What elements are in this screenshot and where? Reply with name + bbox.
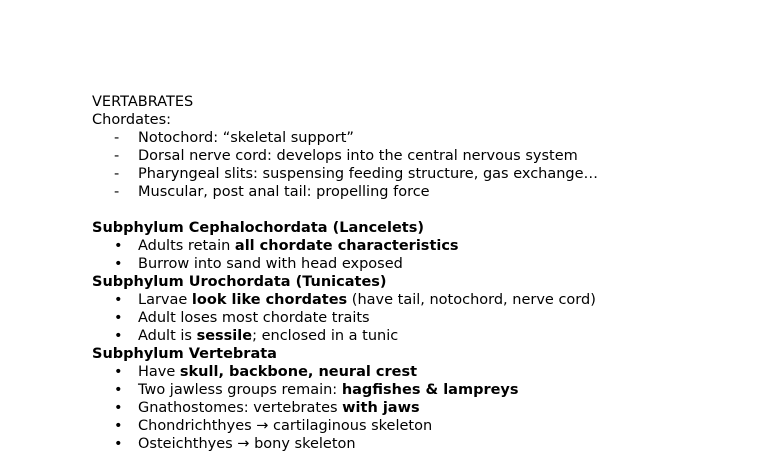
list-item [92,255,772,273]
list-item [92,417,772,435]
document-title: VERTABRATES [92,94,194,110]
list-item [92,129,772,147]
list-item-text: Pharyngeal slits: suspensing feeding structure, gas exchange… [138,166,599,182]
chordates-list [92,129,772,201]
bullet-marker: • [114,238,123,254]
cephalochordata-list [92,237,772,273]
list-item-text: (have tail, notochord, nerve cord) [347,292,596,308]
list-item [92,435,772,453]
urochordata-list [92,291,772,345]
bullet-marker: • [114,418,123,434]
list-item [92,399,772,417]
list-item-text: Adult is [138,328,197,344]
dash-marker: - [114,166,120,182]
list-item [92,237,772,255]
list-item [92,147,772,165]
list-item [92,327,772,345]
list-item [92,291,772,309]
list-item-text: Burrow into sand with head exposed [138,256,403,272]
list-item-text: Two jawless groups remain: [138,382,342,398]
bullet-marker: • [114,400,123,416]
bullet-marker: • [114,292,123,308]
list-item-text: Larvae [138,292,192,308]
list-item-text: Adult loses most chordate traits [138,310,370,326]
list-item-text: Chondrichthyes → cartilaginous skeleton [138,418,433,434]
bullet-marker: • [114,256,123,272]
list-item-text: Osteichthyes → bony skeleton [138,436,356,452]
list-item-emphasis: all chordate characteristics [234,238,459,254]
dash-marker: - [114,148,120,164]
document-body [92,93,772,453]
list-item-text: Have [138,364,180,380]
list-item-text: Dorsal nerve cord: develops into the central nervous system [138,148,578,164]
list-item [92,165,772,183]
bullet-marker: • [114,382,123,398]
vertebrata-list [92,363,772,453]
bullet-marker: • [114,328,123,344]
cephalochordata-heading: Subphylum Cephalochordata (Lancelets) [92,220,424,236]
bullet-marker: • [114,364,123,380]
list-item-emphasis: look like chordates [191,292,348,308]
list-item-emphasis: skull, backbone, neural crest [179,364,418,380]
bullet-marker: • [114,310,123,326]
list-item-text: ; enclosed in a tunic [252,328,399,344]
chordates-heading: Chordates: [92,112,172,128]
dash-marker: - [114,184,120,200]
dash-marker: - [114,130,120,146]
list-item-text: Muscular, post anal tail: propelling force [138,184,430,200]
urochordata-heading: Subphylum Urochordata (Tunicates) [92,274,387,290]
list-item [92,309,772,327]
list-item-emphasis: hagfishes & lampreys [341,382,519,398]
list-item-text: Notochord: “skeletal support” [138,130,354,146]
bullet-marker: • [114,436,123,452]
list-item [92,363,772,381]
list-item-emphasis: sessile [196,328,253,344]
list-item [92,183,772,201]
list-item-text: Gnathostomes: vertebrates [138,400,343,416]
list-item-text: Adults retain [138,238,235,254]
blank-line [92,201,772,219]
list-item-emphasis: with jaws [342,400,420,416]
vertebrata-heading: Subphylum Vertebrata [92,346,277,362]
list-item [92,381,772,399]
